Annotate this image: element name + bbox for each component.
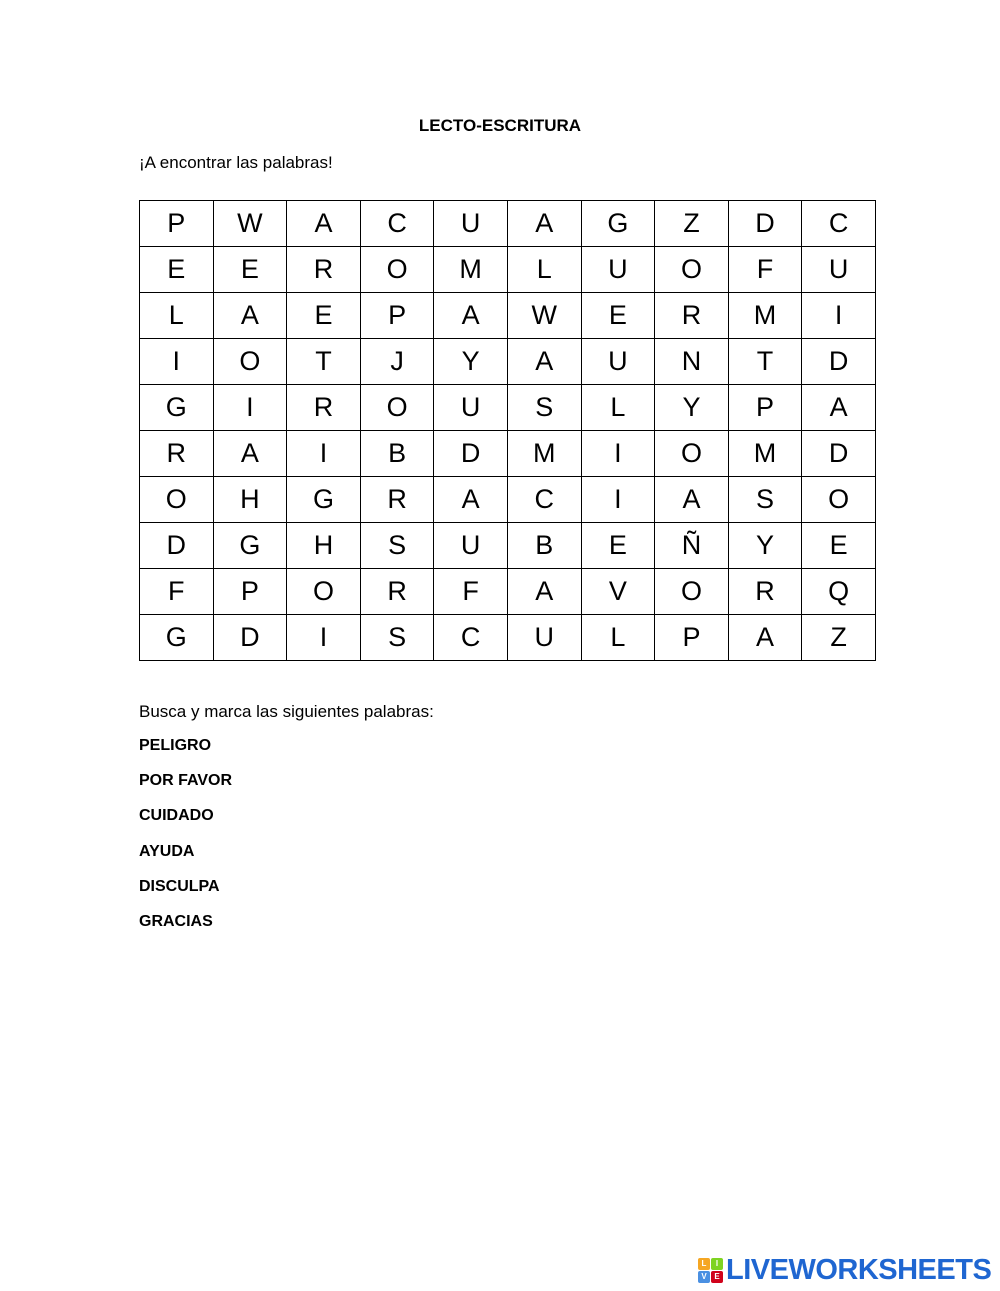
grid-cell[interactable]: J (360, 339, 434, 385)
page-title: LECTO-ESCRITURA (418, 116, 582, 135)
grid-cell[interactable]: P (213, 569, 287, 615)
grid-cell[interactable]: U (434, 201, 508, 247)
grid-cell[interactable]: E (287, 293, 361, 339)
grid-cell[interactable]: E (802, 523, 876, 569)
grid-cell[interactable]: U (434, 523, 508, 569)
grid-cell[interactable]: U (581, 339, 655, 385)
grid-cell[interactable]: F (140, 569, 214, 615)
word-list-item: DISCULPA (139, 877, 220, 895)
grid-cell[interactable]: O (655, 247, 729, 293)
word-search-grid (139, 200, 876, 661)
grid-cell[interactable]: A (655, 477, 729, 523)
grid-cell[interactable]: P (728, 385, 802, 431)
logo-block: I (711, 1258, 723, 1270)
grid-cell[interactable]: M (728, 431, 802, 477)
grid-cell[interactable]: A (287, 201, 361, 247)
grid-row (140, 385, 876, 431)
grid-cell[interactable]: Z (802, 615, 876, 661)
grid-cell[interactable]: L (140, 293, 214, 339)
grid-cell[interactable]: O (655, 431, 729, 477)
grid-cell[interactable]: S (507, 385, 581, 431)
grid-row (140, 247, 876, 293)
grid-cell[interactable]: T (287, 339, 361, 385)
grid-cell[interactable]: R (287, 247, 361, 293)
word-list-item: CUIDADO (139, 807, 214, 825)
grid-cell[interactable]: U (581, 247, 655, 293)
grid-cell[interactable]: O (140, 477, 214, 523)
grid-cell[interactable]: W (213, 201, 287, 247)
grid-cell[interactable]: A (434, 293, 508, 339)
grid-cell[interactable]: A (802, 385, 876, 431)
grid-cell[interactable]: L (581, 615, 655, 661)
grid-cell[interactable]: Y (728, 523, 802, 569)
grid-cell[interactable]: G (140, 385, 214, 431)
grid-cell[interactable]: D (140, 523, 214, 569)
grid-cell[interactable]: W (507, 293, 581, 339)
grid-cell[interactable]: I (802, 293, 876, 339)
grid-cell[interactable]: A (434, 477, 508, 523)
grid-cell[interactable]: U (802, 247, 876, 293)
grid-cell[interactable]: O (802, 477, 876, 523)
grid-cell[interactable]: N (655, 339, 729, 385)
grid-cell[interactable]: P (360, 293, 434, 339)
grid-cell[interactable]: Q (802, 569, 876, 615)
grid-cell[interactable]: Z (655, 201, 729, 247)
grid-cell[interactable]: A (507, 569, 581, 615)
grid-cell[interactable]: D (434, 431, 508, 477)
grid-cell[interactable]: M (728, 293, 802, 339)
grid-cell[interactable]: G (140, 615, 214, 661)
grid-cell[interactable]: L (507, 247, 581, 293)
grid-cell[interactable]: G (581, 201, 655, 247)
grid-cell[interactable]: T (728, 339, 802, 385)
grid-cell[interactable]: B (360, 431, 434, 477)
grid-cell[interactable]: R (360, 569, 434, 615)
grid-row (140, 339, 876, 385)
logo-block: V (698, 1271, 710, 1283)
grid-cell[interactable]: O (287, 569, 361, 615)
grid-cell[interactable]: O (655, 569, 729, 615)
grid-cell[interactable]: O (360, 247, 434, 293)
grid-cell[interactable]: Ñ (655, 523, 729, 569)
grid-cell[interactable]: A (507, 201, 581, 247)
grid-cell[interactable]: S (360, 615, 434, 661)
grid-cell[interactable]: R (728, 569, 802, 615)
grid-cell[interactable]: U (507, 615, 581, 661)
grid-cell[interactable]: R (655, 293, 729, 339)
grid-cell[interactable]: C (507, 477, 581, 523)
word-list (139, 736, 232, 947)
grid-cell[interactable]: R (287, 385, 361, 431)
grid-cell[interactable]: L (581, 385, 655, 431)
grid-cell[interactable]: R (140, 431, 214, 477)
grid-cell[interactable]: I (581, 477, 655, 523)
grid-cell[interactable]: I (581, 431, 655, 477)
grid-row (140, 477, 876, 523)
grid-cell[interactable]: H (287, 523, 361, 569)
grid-cell[interactable]: E (213, 247, 287, 293)
grid-cell[interactable]: P (655, 615, 729, 661)
grid-row (140, 615, 876, 661)
grid-cell[interactable]: O (360, 385, 434, 431)
grid-cell[interactable]: F (728, 247, 802, 293)
grid-cell[interactable]: A (213, 293, 287, 339)
grid-cell[interactable]: M (434, 247, 508, 293)
grid-cell[interactable]: H (213, 477, 287, 523)
subtitle: ¡A encontrar las palabras! (139, 153, 333, 172)
grid-cell[interactable]: A (507, 339, 581, 385)
grid-cell[interactable]: E (581, 523, 655, 569)
liveworksheets-logo (698, 1254, 991, 1287)
grid-cell[interactable]: I (140, 339, 214, 385)
grid-cell[interactable]: U (434, 385, 508, 431)
grid-cell[interactable]: I (287, 431, 361, 477)
grid-cell[interactable]: O (213, 339, 287, 385)
grid-row (140, 569, 876, 615)
logo-text: LIVEWORKSHEETS (726, 1254, 992, 1286)
grid-cell[interactable]: C (802, 201, 876, 247)
logo-icon (698, 1258, 723, 1283)
word-list-item: POR FAVOR (139, 772, 233, 790)
word-list-item: AYUDA (139, 842, 195, 860)
logo-block: L (698, 1258, 710, 1270)
grid-cell[interactable]: C (360, 201, 434, 247)
grid-cell[interactable]: A (728, 615, 802, 661)
grid-row (140, 523, 876, 569)
grid-cell[interactable]: D (802, 339, 876, 385)
grid-cell[interactable]: G (213, 523, 287, 569)
grid-cell[interactable]: D (213, 615, 287, 661)
grid-cell[interactable]: A (213, 431, 287, 477)
grid-cell[interactable]: B (507, 523, 581, 569)
grid-row (140, 201, 876, 247)
grid-cell[interactable]: D (728, 201, 802, 247)
instructions-text: Busca y marca las siguientes palabras: (139, 702, 434, 721)
grid-row (140, 293, 876, 339)
grid-cell[interactable]: D (802, 431, 876, 477)
grid-cell[interactable]: Y (655, 385, 729, 431)
logo-block: E (711, 1271, 723, 1283)
grid-cell[interactable]: I (287, 615, 361, 661)
grid-cell[interactable]: C (434, 615, 508, 661)
grid-cell[interactable]: G (287, 477, 361, 523)
word-list-item: PELIGRO (139, 737, 212, 754)
grid-cell[interactable]: P (140, 201, 214, 247)
grid-cell[interactable]: M (507, 431, 581, 477)
grid-cell[interactable]: R (360, 477, 434, 523)
grid-cell[interactable]: F (434, 569, 508, 615)
grid-cell[interactable]: E (140, 247, 214, 293)
grid-cell[interactable]: V (581, 569, 655, 615)
grid-cell[interactable]: I (213, 385, 287, 431)
grid-cell[interactable]: E (581, 293, 655, 339)
grid-cell[interactable]: S (728, 477, 802, 523)
grid-row (140, 431, 876, 477)
grid-cell[interactable]: Y (434, 339, 508, 385)
grid-cell[interactable]: S (360, 523, 434, 569)
word-list-item: GRACIAS (139, 912, 213, 930)
